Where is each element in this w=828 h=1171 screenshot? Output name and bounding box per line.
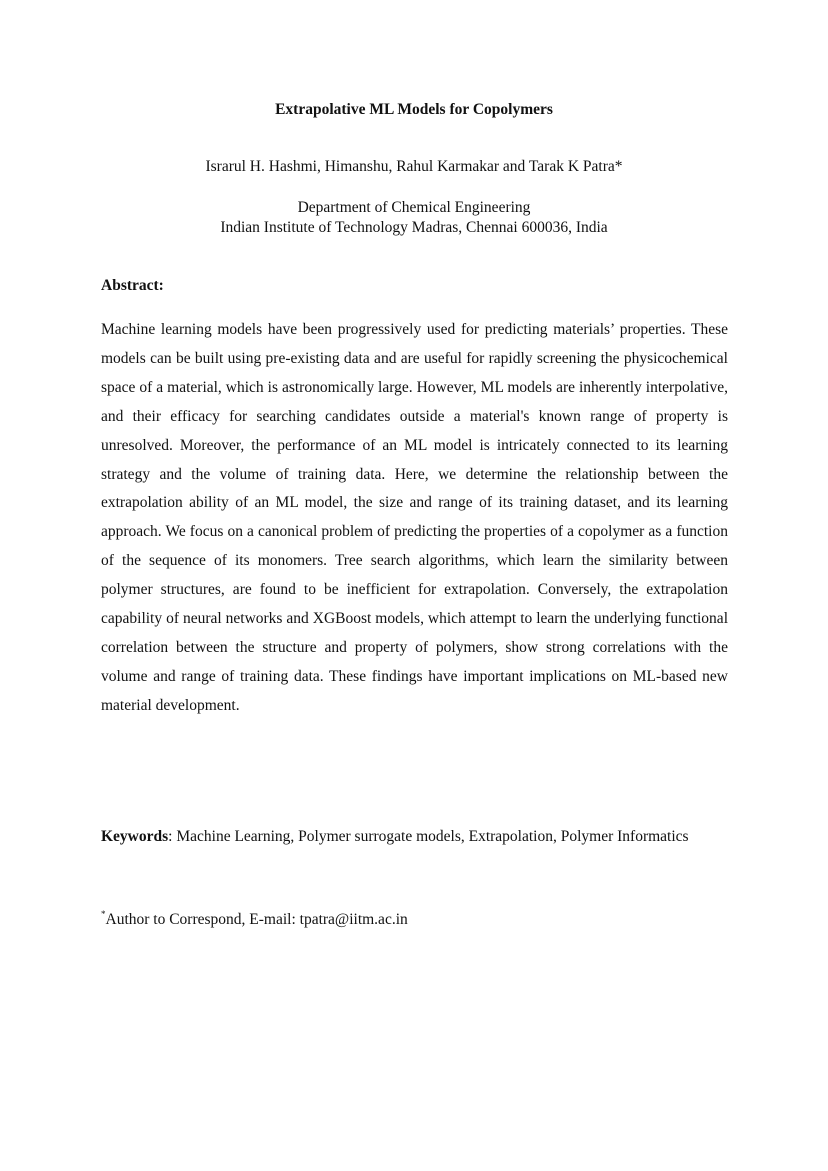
affiliation bbox=[0, 198, 828, 238]
abstract-text: Machine learning models have been progressively used for predicting materials’ properties. These models can be built using pre-existing data and are useful for rapidly screening the physicochemical space of a material, which is astronomically large. However, ML models are inherently interpolative, and their efficacy for searching candidates outside a material's known range of property is unresolved. Moreover, the performance of an ML model is intricately connected to its learning strategy and the volume of training data. Here, we determine the relationship between the extrapolation ability of an ML model, the size and range of its training dataset, and its learning approach. We focus on a canonical problem of predicting the properties of a copolymer as a function of the sequence of its monomers. Tree search algorithms, which learn the similarity between polymer structures, are found to be inefficient for extrapolation. Conversely, the extrapolation capability of neural networks and XGBoost models, which attempt to learn the underlying functional correlation between the structure and property of polymers, show strong correlations with the volume and range of training data. These findings have important implications on ML-based new material development. bbox=[101, 321, 728, 714]
institute-name: Indian Institute of Technology Madras, Chennai 600036, India bbox=[220, 219, 608, 236]
paper-title: Extrapolative ML Models for Copolymers bbox=[275, 101, 553, 118]
correspondence-footnote bbox=[101, 911, 408, 929]
keywords-line bbox=[101, 828, 741, 846]
author-list: Israrul H. Hashmi, Himanshu, Rahul Karmakar and Tarak K Patra* bbox=[205, 158, 623, 175]
keywords-text: : Machine Learning, Polymer surrogate models, Extrapolation, Polymer Informatics bbox=[168, 828, 689, 845]
footnote-marker: * bbox=[101, 909, 106, 919]
department-name: Department of Chemical Engineering bbox=[297, 199, 531, 216]
footnote-text: Author to Correspond, E-mail: tpatra@iitm.ac.in bbox=[105, 911, 408, 928]
abstract-heading: Abstract: bbox=[101, 277, 164, 294]
keywords-label: Keywords bbox=[101, 828, 169, 845]
